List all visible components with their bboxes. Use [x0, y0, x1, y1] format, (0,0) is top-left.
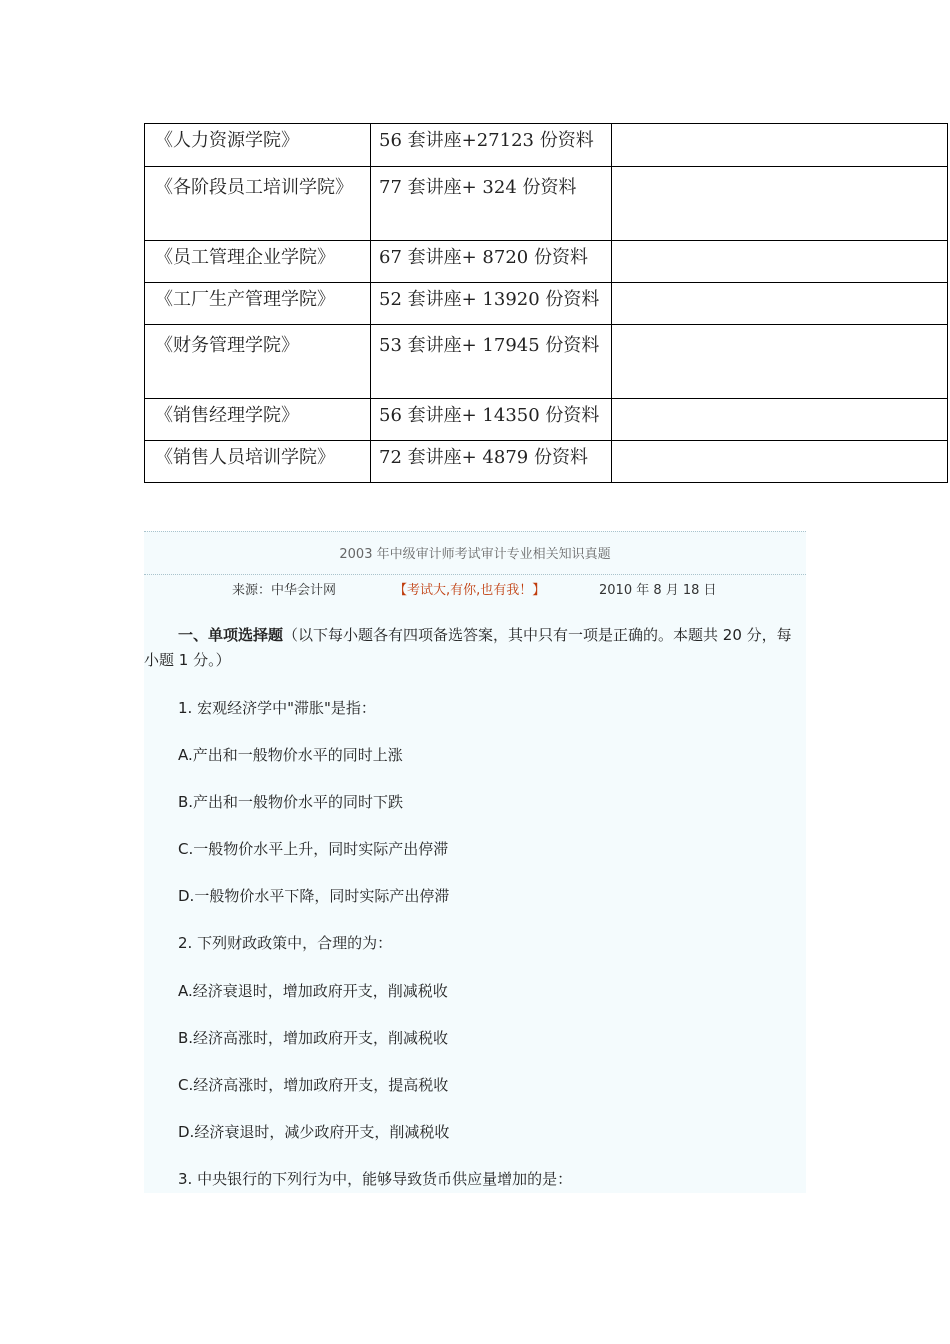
table-row	[145, 167, 948, 241]
section-heading: 一、单项选择题	[178, 626, 284, 644]
course-name: 《财务管理学院》	[145, 325, 371, 399]
section-note: （以下每小题各有四项备选答案，其中只有一项是正确的。本题共 20 分，每小题 1 分。）	[144, 626, 792, 669]
option: B.经济高涨时，增加政府开支，削减税收	[178, 1029, 449, 1047]
course-info: 67 套讲座+ 8720 份资料	[371, 241, 612, 283]
table-row	[145, 283, 948, 325]
table-row	[145, 399, 948, 441]
course-info: 53 套讲座+ 17945 份资料	[371, 325, 612, 399]
course-name: 《员工管理企业学院》	[145, 241, 371, 283]
course-info: 56 套讲座+27123 份资料	[371, 124, 612, 167]
question: 2. 下列财政政策中，合理的为：	[178, 934, 393, 952]
empty-cell	[612, 124, 948, 167]
article-panel	[144, 531, 806, 1193]
option: A.经济衰退时，增加政府开支，削减税收	[178, 982, 448, 1000]
table-row	[145, 241, 948, 283]
question: 1. 宏观经济学中"滞胀"是指：	[178, 699, 376, 717]
article-date: 2010 年 8 月 18 日	[599, 583, 717, 598]
empty-cell	[612, 167, 948, 241]
option: C.一般物价水平上升，同时实际产出停滞	[178, 840, 449, 858]
article-title: 2003 年中级审计师考试审计专业相关知识真题	[339, 547, 611, 562]
course-info: 77 套讲座+ 324 份资料	[371, 167, 612, 241]
course-info: 56 套讲座+ 14350 份资料	[371, 399, 612, 441]
article-source: 来源：中华会计网	[232, 583, 337, 598]
empty-cell	[612, 283, 948, 325]
divider	[144, 574, 806, 575]
divider	[144, 531, 806, 532]
course-name: 《工厂生产管理学院》	[145, 283, 371, 325]
course-table	[144, 123, 948, 483]
option: C.经济高涨时，增加政府开支，提高税收	[178, 1076, 449, 1094]
question: 3. 中央银行的下列行为中，能够导致货币供应量增加的是：	[178, 1170, 573, 1188]
option: D.经济衰退时，减少政府开支，削减税收	[178, 1123, 450, 1141]
option: B.产出和一般物价水平的同时下跌	[178, 793, 404, 811]
course-info: 72 套讲座+ 4879 份资料	[371, 441, 612, 483]
empty-cell	[612, 325, 948, 399]
course-name: 《人力资源学院》	[145, 124, 371, 167]
course-name: 《销售经理学院》	[145, 399, 371, 441]
course-name: 《销售人员培训学院》	[145, 441, 371, 483]
table-row	[145, 325, 948, 399]
empty-cell	[612, 399, 948, 441]
table-row	[145, 124, 948, 167]
article-slogan: 【考试大,有你,也有我！】	[394, 583, 546, 598]
course-info: 52 套讲座+ 13920 份资料	[371, 283, 612, 325]
table-row	[145, 441, 948, 483]
empty-cell	[612, 241, 948, 283]
empty-cell	[612, 441, 948, 483]
section-intro	[144, 623, 806, 673]
option: A.产出和一般物价水平的同时上涨	[178, 746, 403, 764]
option: D.一般物价水平下降，同时实际产出停滞	[178, 887, 450, 905]
course-name: 《各阶段员工培训学院》	[145, 167, 371, 241]
